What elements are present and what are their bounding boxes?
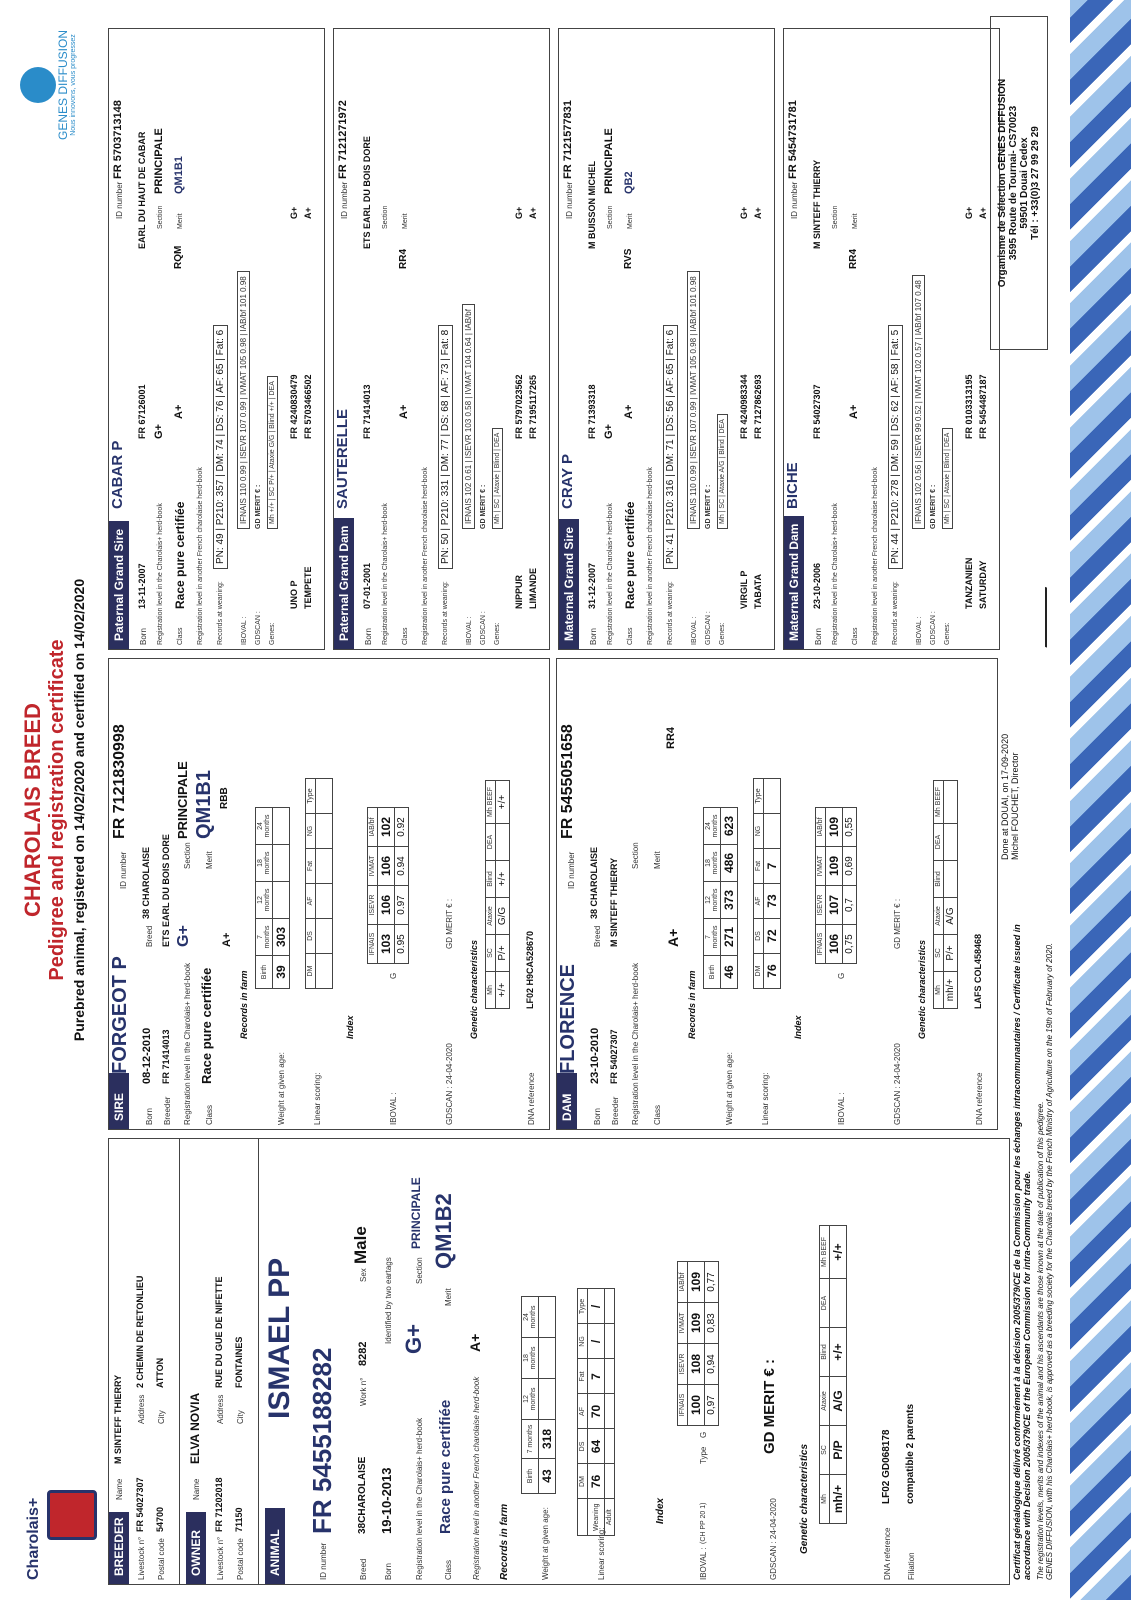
logo-emblem-icon (47, 1490, 97, 1540)
genetic-val: mh/+ (830, 1475, 847, 1524)
dam-header: DAM (557, 1073, 577, 1129)
breeder-header: BREEDER (109, 1512, 129, 1584)
ancestor-index: IFNAIS 110 0.99 | ISEVR 107 0.99 | IVMAT 105 0.98 | IAB/bf 101 0.98 (237, 271, 250, 529)
genetic-val: A/G (830, 1377, 847, 1426)
note-2: GENES DIFFUSION, with his Charolais+ herd-book, is approved as a breeding society for the Charolais breed by the French Ministry of Agriculture on the 19th of February of 2020. (1045, 942, 1054, 1580)
genetic-head: Blind (820, 1328, 830, 1377)
weight-head: Birth (522, 1459, 539, 1494)
org-globe-icon (20, 67, 56, 103)
animal-class-label: Class (444, 1559, 453, 1580)
sire-index-title: Index (345, 1015, 355, 1039)
linear-label: Linear scoring: (597, 1527, 606, 1580)
breeder-address: 2 CHEMIN DE RETONLIEU (135, 1275, 145, 1388)
dam-breed: 38 CHAROLAISE (589, 846, 599, 919)
ancestor-records: PN: 49 | P210: 357 | DM: 74 | DS: 76 | AF: 65 | Fat: 6 (213, 325, 228, 569)
ancestor-id: FR 5703713148 (112, 100, 124, 179)
animal-header: ANIMAL (265, 1508, 285, 1584)
sire-index-val: 103 (378, 925, 395, 964)
sire-panel (108, 658, 550, 1130)
dna-label: DNA reference (883, 1527, 892, 1580)
genetic-head: Ataxie (820, 1377, 830, 1426)
sire-iboval-label: IBOVAL : (389, 1092, 398, 1125)
index-val: 109 (688, 1262, 705, 1303)
owner-city: FONTAINES (234, 1336, 244, 1388)
note-1: The registration levels, merits and indexes of the animal and his ascendants are those known at the date of publication of this pedigree. (1036, 1101, 1045, 1580)
title-block (20, 420, 87, 1200)
breeder-city: ATTON (155, 1357, 165, 1388)
left-panel (108, 1138, 1010, 1585)
breeder-livestock-label: Livestock n° (137, 1536, 146, 1580)
linear-head: Type (578, 1289, 588, 1324)
animal-section: PRINCIPALE (409, 1177, 423, 1249)
dam-index-table: IFNAIS ISEVR IVMAT IAB/bf 106 107 109 109 0,75 0,7 0,69 0,55 (815, 807, 857, 964)
linear-val: 7 (588, 1359, 605, 1394)
iboval-note: (CH PP 20 1) (700, 1502, 707, 1544)
animal-reg-level: G+ (401, 1324, 426, 1354)
animal-block (258, 1139, 1007, 1584)
animal-reg-fr: A+ (467, 1333, 483, 1352)
animal-class: Race pure certifiée (437, 1399, 454, 1534)
sire-dna: LF02 H9CA528670 (525, 930, 535, 1009)
animal-weight-table (521, 1296, 556, 1494)
linear-head: AF (578, 1394, 588, 1429)
breeder-postal-label: Postal code (157, 1538, 166, 1580)
ancestor-reg: G+ (153, 424, 165, 439)
index-head: ISEVR (678, 1344, 688, 1385)
director: Michel FOUCHET, Director (1010, 752, 1020, 860)
owner-postal-label: Postal code (236, 1538, 245, 1580)
animal-work-label: Work n° (359, 1377, 368, 1406)
done-at: Done at DOUAI, on 17-09-2020 (1000, 733, 1010, 860)
sire-id: FR 7121830998 (111, 724, 128, 839)
sire-genetic-table: Mh SC Ataxie Blind DEA Mh BEEF +/+ P/+ G/G +/+ +/+ (485, 780, 510, 1009)
genetic-head: Mh BEEF (820, 1226, 830, 1279)
weight-head: Birth (256, 956, 273, 989)
index-head: IFNAIS (678, 1385, 688, 1426)
page-title: CHAROLAIS BREED (20, 703, 45, 917)
ancestor-panel: Paternal Grand Dam SAUTERELLE ID number FR 7121271972 Born 07-01-2001 FR 71414013 ETS EARL DU BOIS DORE Registration level in the Charolais+ herd-book Section Class A+ Merit RR4 Registration level in another French charolaise herd-book Records at weaning: PN: 50 | P210: 331 | DM: 77 | DS: 68 | AF: 73 | Fat: 8 IBOVAL : IFNAIS 102 0.61 | ISEVR 103 0.58 | IVMAT 104 0.64 | IAB/bf GDSCAN : GD MERIT € : Genes: Mh | SC | Ataxie | Blind | DEA NIPPUR LIMANDE FR 5797023562 FR 7195117265 G+ A+ (333, 28, 550, 650)
index-head: IVMAT (678, 1303, 688, 1344)
filiation: compatible 2 parents (905, 1403, 916, 1504)
org-address-box (990, 16, 1048, 350)
sire-genetic-title: Genetic characteristics (469, 939, 479, 1039)
sire-weight-val (273, 882, 290, 919)
sire-id-label: ID number (119, 851, 128, 889)
sire-index-table: IFNAIS ISEVR IVMAT IAB/bf 103 106 106 102 0.95 0.97 0.94 0.92 (367, 807, 409, 964)
sire-weight-val (273, 845, 290, 882)
index-val: 100 (688, 1385, 705, 1426)
weight-val (539, 1297, 556, 1338)
sire-breed-label: Breed (145, 925, 154, 947)
breeder-block (109, 1139, 179, 1584)
records-title: Records in farm (499, 1503, 510, 1580)
dna-ref: LF02 GD068178 (881, 1429, 892, 1504)
breeder-livestock: FR 54027307 (135, 1477, 145, 1532)
animal-id-label: ID number (319, 1542, 328, 1580)
linear-val: 64 (588, 1429, 605, 1464)
ancestor-pgd: TEMPETE (303, 566, 313, 609)
ancestor-panel: Maternal Grand Sire CRAY P ID number FR 7121577831 Born 31-12-2007 FR 71393318 M BUISSON MICHEL Registration level in the Charolais+ herd-book G+ Section PRINCIPALE Class Race pure certifiée A+ Merit QB2 RVS Registration level in another French charolaise herd-book Records at weaning: PN: 41 | P210: 316 | DM: 71 | DS: 56 | AF: 65 | Fat: 6 IBOVAL : IFNAIS 110 0.99 | ISEVR 107 0.99 | IVMAT 105 0.98 | IAB/bf 101 0.98 GDSCAN : GD MERIT € : Genes: Mh | SC | Ataxie A/G | Blind | DEA VIRGIL P TABATA FR 4240983344 FR 7127862693 G+ A+ (558, 28, 775, 650)
dam-genetic-table: Mh SC Ataxie Blind DEA Mh BEEF mh/+ P/+ A/G (933, 780, 958, 1009)
animal-id: FR 5455188282 (307, 1347, 337, 1534)
ancestor-pgd-id: FR 5703466502 (303, 374, 313, 439)
type-val: G (699, 1431, 708, 1438)
index-cd: 0,94 (705, 1344, 719, 1385)
linear-val: / (588, 1289, 605, 1324)
org-addr2: 59501 Douai Cedex (1019, 137, 1030, 229)
sire-born: 08-12-2010 (141, 1027, 153, 1084)
sire-merit-label: Merit (205, 851, 214, 869)
weight-val: 43 (539, 1459, 556, 1494)
animal-section-label: Section (415, 1257, 424, 1284)
sire-weight-table (255, 807, 290, 989)
ancestor-class: Race pure certifiée (173, 501, 187, 609)
animal-name: ISMAEL PP (263, 1257, 296, 1419)
sire-records-title: Records in farm (239, 970, 249, 1039)
weight-head: 18 months (522, 1338, 539, 1379)
logo-text: Charolais+ (25, 1497, 42, 1580)
sire-reg-fr: A+ (221, 932, 233, 947)
dam-dna: LAFS COL458468 (973, 933, 983, 1009)
animal-linear-table (577, 1288, 615, 1536)
animal-born-label: Born (384, 1563, 393, 1580)
animal-breed: 38CHAROLAISE (357, 1456, 368, 1534)
page-subtitle: Pedigree and registration certificate (46, 639, 68, 981)
sire-index-val: 106 (378, 886, 395, 925)
dam-weight-table: Birth 7 months 12 months 18 months 24 months 46 271 373 486 623 (703, 807, 738, 989)
genetic-val: P/P (830, 1426, 847, 1475)
sire-dna-label: DNA reference (527, 1072, 536, 1125)
org-logo (20, 10, 77, 160)
sire-breeder-name: ETS EARL DU BOIS DORE (161, 834, 171, 947)
sire-class: Race pure certifiée (199, 967, 214, 1084)
linear-head: Fat (578, 1359, 588, 1394)
weight-head: 7 months (522, 1420, 539, 1459)
org-logo-text: GENES DIFFUSION (56, 30, 70, 141)
breeder-postal: 54700 (155, 1506, 165, 1532)
weight-val (539, 1379, 556, 1420)
dam-breeder-name: M SINTEFF THIERRY (609, 857, 619, 947)
animal-reg-fr-label: Registration level in another French charolaise herd-book (472, 1376, 481, 1580)
animal-index-table (677, 1261, 719, 1426)
sire-weight-val: 303 (273, 919, 290, 956)
ancestor-breeder-id: FR 67126001 (137, 384, 147, 439)
sire-reg: G+ (175, 925, 192, 947)
sire-class-label: Class (205, 1104, 214, 1125)
org-tel: Tél : +33(0)3 27 99 29 29 (1030, 126, 1041, 240)
org-addr1: 3595 Route de Tournai- CS70023 (1008, 105, 1019, 261)
signature-icon (1005, 572, 1047, 647)
gdmerit-label: GD MERIT € : (761, 1358, 778, 1454)
sire-weight-val (273, 808, 290, 845)
sire-born-label: Born (145, 1108, 154, 1125)
signature-block (1000, 660, 1020, 860)
index-head: IAB/bf (678, 1262, 688, 1303)
decorative-stripe (1070, 0, 1131, 1600)
registered-line: Purebred animal, registered on 14/02/2020 and certified on 14/02/2020 (71, 578, 87, 1042)
linear-head: DM (578, 1464, 588, 1499)
dam-id: FR 5455051658 (559, 724, 576, 839)
sire-breed: 38 CHAROLAISE (141, 846, 151, 919)
cert-statement: Certificat généalogique délivré conformément à la décision 2005/379/CE de la Commission pour les échanges intracommunautaires / Certificate issued in accordance with Decision 2005/379/CE of the European Commission for intra-Community trade. (1012, 924, 1032, 1580)
owner-name-label: Name (192, 1478, 201, 1500)
org-tagline: Nous innovons, vous progressez (70, 34, 77, 136)
linear-val: 70 (588, 1394, 605, 1429)
breeder-city-label: City (157, 1410, 166, 1424)
owner-livestock-label: Livestock n° (216, 1536, 225, 1580)
org-name: Organisme de Sélection GENES DIFFUSION (997, 78, 1008, 288)
owner-name: ELVA NOVIA (188, 1392, 202, 1464)
genetic-head: Mh (820, 1475, 830, 1524)
sire-gdscan: GDSCAN : 24-04-2020 (445, 1043, 454, 1125)
weight-head: 24 months (256, 808, 273, 845)
ancestor-section: PRINCIPALE (153, 128, 165, 194)
owner-address: RUE DU GUE DE NIFETTE (214, 1276, 224, 1388)
iboval-label: IBOVAL : (699, 1547, 708, 1580)
sire-linear-table: DM DS AF Fat NG Type (305, 778, 333, 989)
filiation-label: Filiation (907, 1552, 916, 1580)
animal-merit-label: Merit (444, 1288, 453, 1306)
sire-weight-label: Weight at given age: (277, 1052, 286, 1125)
dam-panel: DAM FLORENCE ID number FR 5455051658 Born 23-10-2010 Breed 38 CHAROLAISE Breeder FR 54027307 M SINTEFF THIERRY Registration level in the Charolais+ herd-book Section Class Merit A+ RR4 Records in farm Weight at given age: Birth 7 months 12 months 18 months 24 months 46 271 373 486 623 Linear scoring: DM DS AF Fat NG Type 76 72 73 7 Index IBOVAL : G IFNAIS ISEVR IVMAT IAB/bf 106 107 109 109 0,75 0,7 0,69 0,55 GDSCAN : 24-04-2020 GD MERIT € : Genetic characteristics Mh SC Ataxie Blind DEA Mh BEEF mh/+ P/+ A/G DNA reference LAFS COL458468 (556, 658, 998, 1130)
genetic-val (830, 1279, 847, 1328)
weight-head: 12 months (256, 882, 273, 919)
sire-reg-label: Registration level in the Charolais+ herd-book (183, 962, 192, 1125)
ancestor-merit2: RQM (173, 245, 184, 269)
owner-block (179, 1139, 258, 1584)
weight-head: 7 months (256, 919, 273, 956)
sire-name: FORGEOT P (109, 956, 131, 1074)
sire-weight-val: 39 (273, 956, 290, 989)
index-cd: 0,97 (705, 1385, 719, 1426)
gdscan-label: GDSCAN : 24-04-2020 (769, 1498, 778, 1580)
weight-label: Weight at given age: (541, 1507, 550, 1580)
ancestor-genetic: Mh +/+ | SC P/+ | Ataxie G/G | Blind +/+ | DEA (267, 376, 278, 529)
owner-address-label: Address (216, 1394, 225, 1424)
charolais-logo (25, 1430, 97, 1580)
sire-breeder-id: FR 71414013 (161, 1029, 171, 1084)
dam-breeder-id: FR 54027307 (609, 1029, 619, 1084)
breeder-name-label: Name (115, 1478, 124, 1500)
weight-val (539, 1338, 556, 1379)
linear-val: / (588, 1324, 605, 1359)
animal-sex: Male (351, 1226, 370, 1264)
sire-type: G (389, 972, 398, 979)
ancestor-pgs-id: FR 4240830479 (289, 374, 299, 439)
index-val: 109 (688, 1303, 705, 1344)
sire-merit2: RBB (219, 787, 230, 809)
weight-val: 318 (539, 1420, 556, 1459)
genetic-val: +/+ (830, 1328, 847, 1377)
sire-header: SIRE (109, 1073, 129, 1129)
owner-livestock: FR 71202018 (214, 1477, 224, 1532)
dam-linear-table: DM DS AF Fat NG Type 76 72 73 7 (753, 778, 781, 989)
dam-name: FLORENCE (557, 964, 579, 1074)
ancestor-merit: QM1B1 (173, 156, 185, 194)
genetic-title: Genetic characteristics (799, 1443, 810, 1554)
ancestor-pgs: UNO P (289, 580, 299, 609)
linear-head: NG (578, 1324, 588, 1359)
animal-breed-label: Breed (359, 1558, 368, 1580)
breeder-address-label: Address (137, 1394, 146, 1424)
animal-sex-label: Sex (359, 1268, 368, 1282)
ancestor-reg-fr: A+ (173, 404, 185, 419)
dam-reg: A+ (665, 928, 681, 947)
weight-head: 24 months (522, 1297, 539, 1338)
animal-identified: Identified by two eartags (384, 1257, 393, 1344)
ancestor-header: Paternal Grand Sire (109, 521, 129, 649)
dam-merit: RR4 (665, 726, 677, 749)
animal-born: 19-10-2013 (379, 1467, 394, 1534)
animal-reg-level-label: Registration level in the Charolais+ herd-book (415, 1417, 424, 1580)
index-cd: 0,77 (705, 1262, 719, 1303)
sire-section: PRINCIPALE (175, 761, 190, 839)
linear-head: DS (578, 1429, 588, 1464)
ancestors-column (108, 20, 998, 650)
weight-head: 12 months (522, 1379, 539, 1420)
genetic-head: SC (820, 1426, 830, 1475)
weaning-label: Weaning (588, 1499, 605, 1536)
sire-index-val: 102 (378, 808, 395, 847)
genetic-head: DEA (820, 1279, 830, 1328)
adult-label: Adult (605, 1499, 615, 1536)
sire-linear-label: Linear scoring: (313, 1072, 322, 1125)
sire-section-label: Section (183, 842, 192, 869)
ancestor-panel: Maternal Grand Dam BICHE ID number FR 5454731781 Born 23-10-2006 FR 54027307 M SINTEFF THIERRY Registration level in the Charolais+ herd-book Section Class A+ Merit RR4 Registration level in another French charolaise herd-book Records at weaning: PN: 44 | P210: 278 | DM: 59 | DS: 62 | AF: 58 | Fat: 5 IBOVAL : IFNAIS 102 0.56 | ISEVR 99 0.52 | IVMAT 102 0.57 | IAB/bf 107 0.48 GDSCAN : GD MERIT € : Genes: Mh | SC | Ataxie | Blind | DEA TANZANIEN SATURDAY FR 0103313195 FR 5454487187 G+ A+ (783, 28, 1000, 650)
owner-city-label: City (236, 1410, 245, 1424)
breeder-name: M SINTEFF THIERRY (113, 1374, 123, 1464)
ancestor-born: 13-11-2007 (137, 563, 147, 609)
owner-postal: 71150 (234, 1507, 244, 1532)
index-title: Index (655, 1497, 666, 1524)
sire-gdmerit: GD MERIT € : (445, 898, 454, 949)
sire-index-val: 106 (378, 847, 395, 886)
ancestor-name: CABAR P (109, 440, 126, 509)
index-cd: 0,83 (705, 1303, 719, 1344)
animal-merit: QM1B2 (431, 1193, 456, 1269)
dam-id-label: ID number (567, 851, 576, 889)
index-val: 108 (688, 1344, 705, 1385)
owner-header: OWNER (186, 1512, 206, 1584)
linear-val: 76 (588, 1464, 605, 1499)
weight-head: 18 months (256, 845, 273, 882)
genetic-val: +/+ (830, 1226, 847, 1279)
animal-genetic-table (819, 1225, 847, 1524)
sire-merit: QM1B1 (193, 770, 215, 839)
ancestor-breeder-name: EARL DU HAUT DE CABAR (137, 131, 147, 249)
dam-born: 23-10-2010 (589, 1027, 601, 1084)
animal-work: 8282 (357, 1341, 369, 1366)
type-label: Type (699, 1446, 708, 1464)
ancestor-panel: Paternal Grand Sire CABAR P ID number FR 5703713148 Born 13-11-2007 FR 67126001 EARL DU HAUT DE CABAR Registration level in the Charolais+ herd-book G+ Section PRINCIPALE Class Race pure certifiée A+ Merit QM1B1 RQM Registration level in another French charolaise herd-book Records at weaning: PN: 49 | P210: 357 | DM: 74 | DS: 76 | AF: 65 | Fat: 6 IBOVAL : IFNAIS 110 0.99 | ISEVR 107 0.99 | IVMAT 105 0.98 | IAB/bf 101 0.98 GDSCAN : GD MERIT € : Genes: Mh +/+ | SC P/+ | Ataxie G/G | Blind +/+ | DEA UNO P TEMPETE FR 4240830479 FR 5703466502 G+ A+ (108, 28, 325, 650)
sire-breeder-label: Breeder (163, 1096, 172, 1125)
